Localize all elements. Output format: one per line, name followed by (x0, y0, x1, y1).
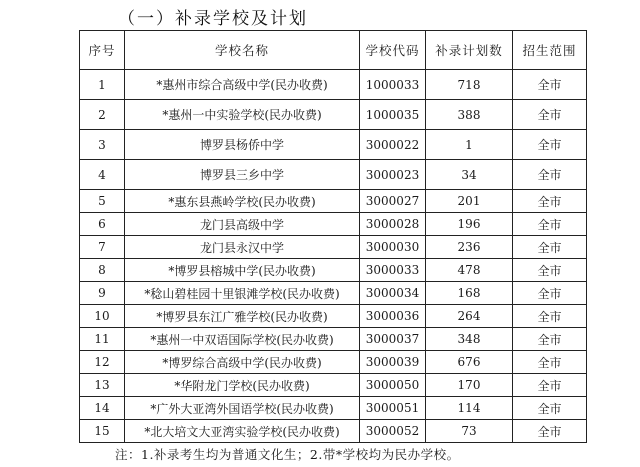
cell-school-code: 1000035 (360, 100, 426, 130)
cell-school-code: 3000033 (360, 259, 426, 282)
cell-school-name: *北大培文大亚湾实验学校(民办收费) (125, 420, 360, 443)
cell-no: 3 (80, 130, 125, 160)
cell-scope: 全市 (513, 100, 587, 130)
cell-school-code: 3000039 (360, 351, 426, 374)
cell-school-name: 龙门县高级中学 (125, 213, 360, 236)
cell-no: 7 (80, 236, 125, 259)
cell-scope: 全市 (513, 374, 587, 397)
cell-school-code: 3000022 (360, 130, 426, 160)
table-row (80, 213, 587, 236)
cell-plan-count: 236 (426, 236, 513, 259)
cell-school-code: 3000030 (360, 236, 426, 259)
cell-plan-count: 348 (426, 328, 513, 351)
cell-plan-count: 1 (426, 130, 513, 160)
cell-scope: 全市 (513, 213, 587, 236)
cell-plan-count: 478 (426, 259, 513, 282)
table-header-row (80, 31, 587, 70)
cell-no: 5 (80, 190, 125, 213)
cell-no: 6 (80, 213, 125, 236)
cell-scope: 全市 (513, 305, 587, 328)
table-row (80, 100, 587, 130)
cell-plan-count: 73 (426, 420, 513, 443)
cell-school-name: *博罗综合高级中学(民办收费) (125, 351, 360, 374)
cell-school-name: 博罗县杨侨中学 (125, 130, 360, 160)
table-row (80, 70, 587, 100)
cell-school-name: *惠东县燕岭学校(民办收费) (125, 190, 360, 213)
cell-scope: 全市 (513, 328, 587, 351)
cell-scope: 全市 (513, 420, 587, 443)
cell-no: 11 (80, 328, 125, 351)
cell-school-code: 3000028 (360, 213, 426, 236)
section-heading: （一）补录学校及计划 (118, 9, 308, 29)
table-row (80, 351, 587, 374)
table-row (80, 259, 587, 282)
header-scope: 招生范围 (513, 31, 587, 70)
cell-plan-count: 34 (426, 160, 513, 190)
cell-plan-count: 718 (426, 70, 513, 100)
table-row (80, 328, 587, 351)
cell-school-code: 3000023 (360, 160, 426, 190)
cell-plan-count: 676 (426, 351, 513, 374)
cell-school-name: *华附龙门学校(民办收费) (125, 374, 360, 397)
header-plan-count: 补录计划数 (426, 31, 513, 70)
table-row (80, 374, 587, 397)
cell-school-name: *稔山碧桂园十里银滩学校(民办收费) (125, 282, 360, 305)
cell-no: 15 (80, 420, 125, 443)
cell-school-code: 3000052 (360, 420, 426, 443)
cell-scope: 全市 (513, 282, 587, 305)
cell-school-code: 3000034 (360, 282, 426, 305)
cell-no: 10 (80, 305, 125, 328)
cell-school-name: *广外大亚湾外国语学校(民办收费) (125, 397, 360, 420)
cell-no: 8 (80, 259, 125, 282)
school-plan-table (79, 30, 587, 443)
cell-school-name: *博罗县东江广雅学校(民办收费) (125, 305, 360, 328)
cell-no: 9 (80, 282, 125, 305)
cell-plan-count: 168 (426, 282, 513, 305)
cell-school-code: 3000051 (360, 397, 426, 420)
cell-no: 13 (80, 374, 125, 397)
cell-scope: 全市 (513, 236, 587, 259)
cell-school-name: 博罗县三乡中学 (125, 160, 360, 190)
table-row (80, 282, 587, 305)
table-row (80, 305, 587, 328)
cell-school-code: 3000027 (360, 190, 426, 213)
cell-school-name: *博罗县榕城中学(民办收费) (125, 259, 360, 282)
cell-school-name: 龙门县永汉中学 (125, 236, 360, 259)
footnote: 注：1.补录考生均为普通文化生；2.带*学校均为民办学校。 (115, 447, 460, 462)
cell-plan-count: 114 (426, 397, 513, 420)
header-school-code: 学校代码 (360, 31, 426, 70)
cell-school-code: 3000036 (360, 305, 426, 328)
cell-school-name: *惠州市综合高级中学(民办收费) (125, 70, 360, 100)
cell-no: 14 (80, 397, 125, 420)
cell-no: 12 (80, 351, 125, 374)
cell-scope: 全市 (513, 351, 587, 374)
cell-no: 2 (80, 100, 125, 130)
cell-scope: 全市 (513, 160, 587, 190)
header-school-name: 学校名称 (125, 31, 360, 70)
cell-plan-count: 201 (426, 190, 513, 213)
cell-plan-count: 196 (426, 213, 513, 236)
cell-scope: 全市 (513, 259, 587, 282)
cell-school-code: 3000050 (360, 374, 426, 397)
header-no: 序号 (80, 31, 125, 70)
cell-plan-count: 170 (426, 374, 513, 397)
table-row (80, 160, 587, 190)
cell-school-name: *惠州一中双语国际学校(民办收费) (125, 328, 360, 351)
table-row (80, 420, 587, 443)
cell-school-code: 3000037 (360, 328, 426, 351)
cell-scope: 全市 (513, 130, 587, 160)
cell-plan-count: 264 (426, 305, 513, 328)
cell-school-code: 1000033 (360, 70, 426, 100)
cell-scope: 全市 (513, 397, 587, 420)
table-row (80, 397, 587, 420)
cell-no: 1 (80, 70, 125, 100)
table-row (80, 236, 587, 259)
cell-scope: 全市 (513, 70, 587, 100)
table-row (80, 130, 587, 160)
cell-plan-count: 388 (426, 100, 513, 130)
cell-no: 4 (80, 160, 125, 190)
cell-school-name: *惠州一中实验学校(民办收费) (125, 100, 360, 130)
cell-scope: 全市 (513, 190, 587, 213)
table-row (80, 190, 587, 213)
